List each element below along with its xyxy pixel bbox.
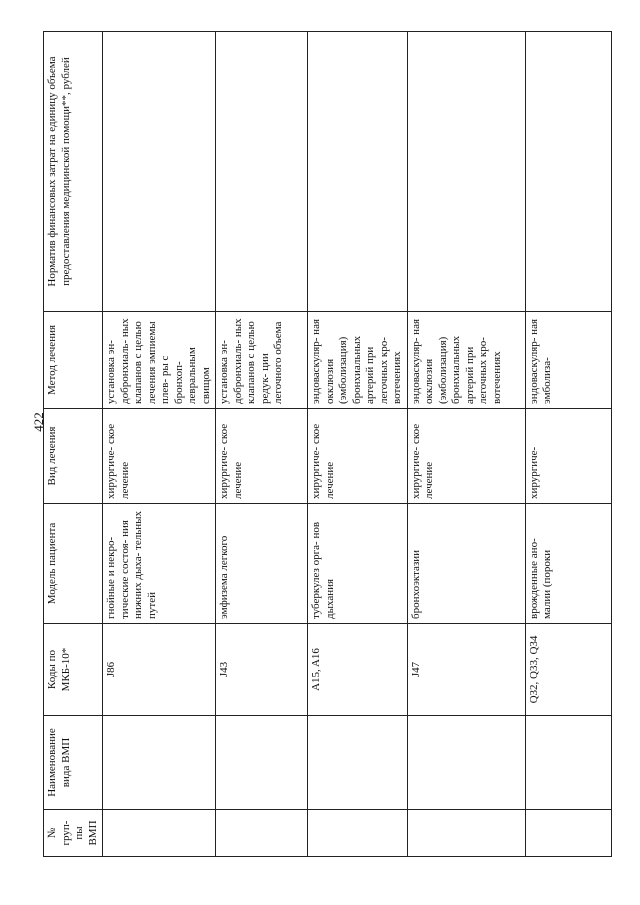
cell-normative [525, 32, 611, 312]
table-row [103, 32, 216, 857]
cell-method: эндоваскуляр- ная эмболиза- [525, 312, 611, 409]
cell-group [525, 810, 611, 857]
cell-code: J86 [103, 624, 216, 716]
cell-code: A15, A16 [308, 624, 408, 716]
cell-normative [407, 32, 525, 312]
cell-code: J43 [216, 624, 308, 716]
cell-method: эндоваскуляр- ная окклюзия (эмболизация) бронхиальных артерий при легочных кро- вотечениях [308, 312, 408, 409]
cell-model: гнойные и некро- тические состоя- ния нижних дыха- тельных путей [103, 504, 216, 624]
page-number: 422 [31, 412, 46, 432]
cell-group [308, 810, 408, 857]
vmp-table [43, 31, 612, 857]
cell-name [407, 716, 525, 810]
cell-group [216, 810, 308, 857]
cell-name [216, 716, 308, 810]
cell-group [103, 810, 216, 857]
cell-name [525, 716, 611, 810]
header-name: Наименование вида ВМП [44, 716, 103, 810]
table-row [216, 32, 308, 857]
header-group: № груп- пы ВМП [44, 810, 103, 857]
cell-name [308, 716, 408, 810]
cell-method: установка эн- добронхиаль- ных клапанов с целью лечения эмпиемы плев- ры с бронхоп- левральным свищом [103, 312, 216, 409]
header-treatment-type: Вид лечения [44, 409, 103, 504]
table-row [525, 32, 611, 857]
table-row [308, 32, 408, 857]
cell-normative [103, 32, 216, 312]
cell-model: туберкулез орга- нов дыхания [308, 504, 408, 624]
cell-normative [216, 32, 308, 312]
cell-code: J47 [407, 624, 525, 716]
cell-group [407, 810, 525, 857]
cell-method: установка эн- добронхиаль- ных клапанов с целью редук- ции легочного объема [216, 312, 308, 409]
cell-normative [308, 32, 408, 312]
cell-treatment: хирургиче- ское лечение [216, 409, 308, 504]
cell-model: врожденные ано- малии (пороки [525, 504, 611, 624]
rotated-table-container [43, 32, 559, 857]
cell-name [103, 716, 216, 810]
cell-treatment: хирургиче- ское лечение [308, 409, 408, 504]
cell-method: эндоваскуляр- ная окклюзия (эмболизация) бронхиальных артерий при легочных кро- вотечениях [407, 312, 525, 409]
cell-code: Q32, Q33, Q34 [525, 624, 611, 716]
table-row [407, 32, 525, 857]
cell-treatment: хирургиче- [525, 409, 611, 504]
cell-model: бронхоэктазии [407, 504, 525, 624]
header-method: Метод лечения [44, 312, 103, 409]
cell-treatment: хирургиче- ское лечение [407, 409, 525, 504]
table-header-row [44, 32, 103, 857]
cell-model: эмфизема легкого [216, 504, 308, 624]
cell-treatment: хирургиче- ское лечение [103, 409, 216, 504]
header-codes: Коды по МКБ-10* [44, 624, 103, 716]
header-normative: Норматив финансовых затрат на единицу объема предоставления медицинской помощи**, рублей [44, 32, 103, 312]
header-model: Модель пациента [44, 504, 103, 624]
